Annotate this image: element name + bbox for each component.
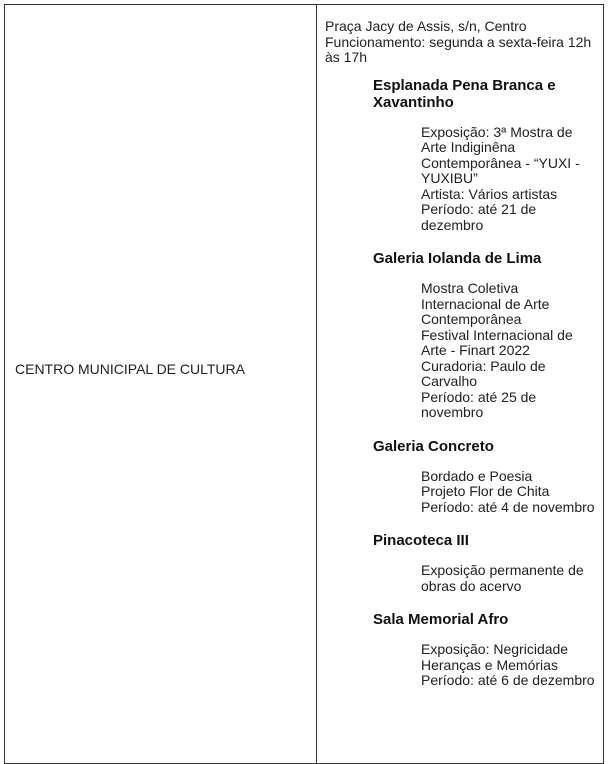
exhibition-period: Período: até 6 de dezembro xyxy=(421,672,595,688)
space-title: Galeria Iolanda de Lima xyxy=(373,250,542,267)
space-title: Pinacoteca III xyxy=(373,532,469,549)
space-details xyxy=(421,642,595,689)
space-galeria-concreto xyxy=(373,438,595,516)
space-details xyxy=(421,125,595,234)
exhibition-artist: Artista: Vários artistas xyxy=(421,185,558,202)
exhibition-name: Exposição permanente de obras do acervo xyxy=(421,562,584,594)
space-title: Esplanada Pena Branca e Xavantinho xyxy=(373,76,556,111)
space-title: Galeria Concreto xyxy=(373,437,494,455)
exhibition-name: Exposição: 3ª Mostra de Arte Indiginêna Contemporânea - “YUXI - YUXIBU” xyxy=(421,123,580,186)
space-details xyxy=(421,563,595,594)
exhibition-name: Bordado e Poesia xyxy=(421,467,533,484)
venue-hours: Funcionamento: segunda a sexta-feira 12h às 17h xyxy=(325,33,592,65)
space-galeria-iolanda-de-lima xyxy=(373,250,595,421)
space-esplanada-pena-branca xyxy=(373,77,595,234)
exhibition-period: Período: até 25 de novembro xyxy=(421,388,537,420)
exhibition-period: Período: até 21 de dezembro xyxy=(421,201,537,233)
exhibition-project: Projeto Flor de Chita xyxy=(421,483,550,499)
exhibition-curator: Curadoria: Paulo de Carvalho xyxy=(421,357,546,389)
exhibition-name: Exposição: Negricidade Heranças e Memórias xyxy=(421,641,569,673)
venue-table xyxy=(4,4,604,764)
exhibition-name: Mostra Coletiva Internacional de Arte Contemporânea xyxy=(421,280,550,327)
table-row xyxy=(5,5,604,764)
exhibition-spaces-list xyxy=(373,77,595,689)
venue-name: CENTRO MUNICIPAL DE CULTURA xyxy=(15,361,245,377)
venue-address: Praça Jacy de Assis, s/n, Centro xyxy=(325,18,527,34)
space-title: Sala Memorial Afro xyxy=(373,611,509,628)
venue-name-cell xyxy=(5,5,317,764)
space-details xyxy=(421,281,595,421)
venue-details-cell xyxy=(317,5,604,764)
space-details xyxy=(421,469,595,516)
exhibition-period: Período: até 4 de novembro xyxy=(421,498,595,515)
space-pinacoteca-iii xyxy=(373,532,595,594)
exhibition-festival: Festival Internacional de Arte - Finart 2022 xyxy=(421,326,573,358)
space-sala-memorial-afro xyxy=(373,611,595,689)
